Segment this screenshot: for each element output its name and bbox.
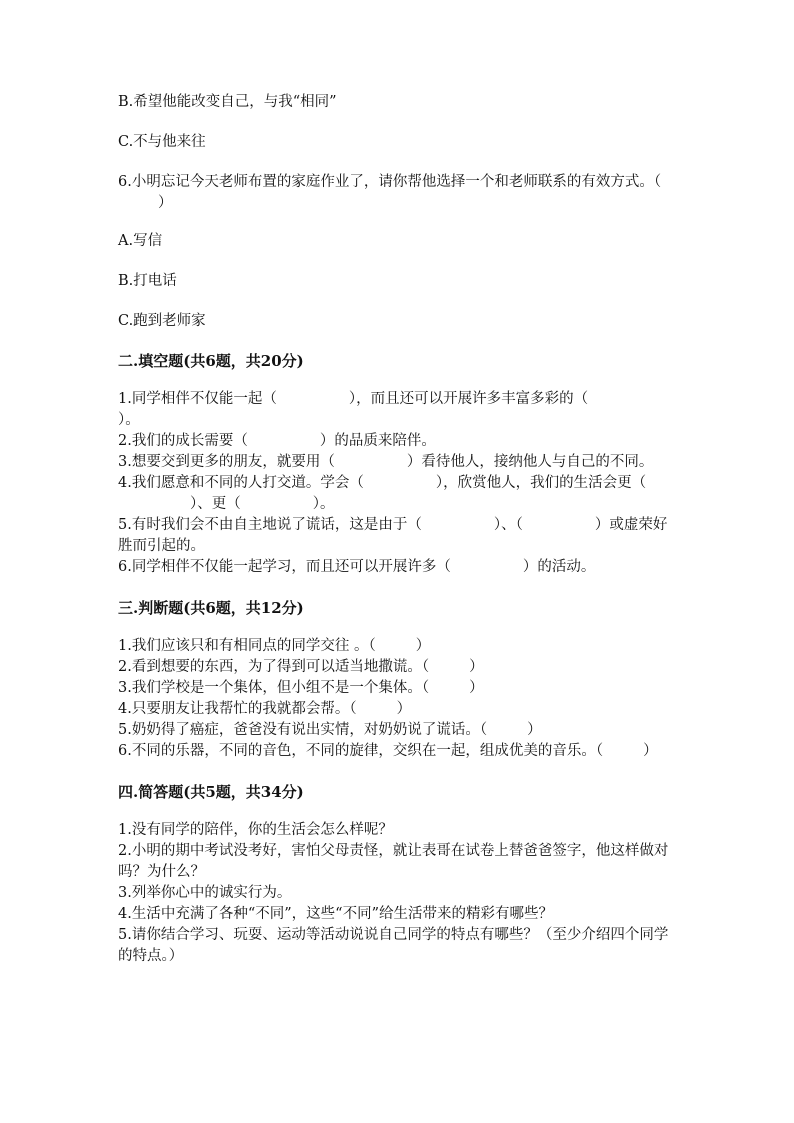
- list-item: 4.只要朋友让我帮忙的我就都会帮。（ ）: [118, 701, 412, 717]
- list-item: 2.我们的成长需要（ ）的品质来陪伴。: [118, 433, 436, 449]
- list-item: 4.我们愿意和不同的人打交道。学会（ ），欣赏他人，我们的生活会更（）、更（ ）。: [118, 475, 647, 512]
- list-item: 1.同学相伴不仅能一起（ ），而且还可以开展许多丰富多彩的（）。: [118, 391, 589, 428]
- worksheet-page: [118, 92, 678, 987]
- list-item: 2.看到想要的东西，为了得到可以适当地撒谎。（ ）: [118, 659, 484, 675]
- list-item: 5.请你结合学习、玩耍、运动等活动说说自己同学的特点有哪些？（至少介绍四个同学的特点。）: [118, 927, 669, 964]
- question-text: 6.小明忘记今天老师布置的家庭作业了，请你帮他选择一个和老师联系的有效方式。（: [118, 174, 662, 190]
- option-b: B.打电话: [118, 273, 177, 289]
- section-title-short-answer: 四.简答题(共5题，共34分): [118, 783, 304, 801]
- list-item: 1.没有同学的陪伴，你的生活会怎么样呢？: [118, 822, 393, 838]
- list-item: 3.列举你心中的诚实行为。: [118, 885, 292, 901]
- option-b: B.希望他能改变自己，与我“相同”: [118, 94, 337, 110]
- option-c: C.不与他来往: [118, 134, 206, 150]
- short-answer-list: [118, 820, 678, 967]
- section-title-true-false: 三.判断题(共6题，共12分): [118, 599, 304, 617]
- list-item: 4.生活中充满了各种“不同”，这些“不同”给生活带来的精彩有哪些？: [118, 906, 553, 922]
- choice-question-6: 6.小明忘记今天老师布置的家庭作业了，请你帮他选择一个和老师联系的有效方式。（）: [118, 174, 662, 211]
- section-title-fill-blank: 二.填空题(共6题，共20分): [118, 352, 304, 370]
- list-item: 6.不同的乐器，不同的音色，不同的旋律，交织在一起，组成优美的音乐。（ ）: [118, 743, 658, 759]
- list-item: 5.有时我们会不由自主地说了谎话，这是由于（ ）、（ ）或虚荣好胜而引起的。: [118, 517, 668, 554]
- option-c: C.跑到老师家: [118, 313, 206, 329]
- true-false-list: [118, 636, 678, 762]
- list-item: 5.奶奶得了癌症，爸爸没有说出实情，对奶奶说了谎话。（ ）: [118, 722, 542, 738]
- fill-blank-list: [118, 389, 678, 578]
- list-item: 3.我们学校是一个集体，但小组不是一个集体。（ ）: [118, 680, 484, 696]
- list-item: 3.想要交到更多的朋友，就要用（ ）看待他人，接纳他人与自己的不同。: [118, 454, 654, 470]
- list-item: 6.同学相伴不仅能一起学习，而且还可以开展许多（ ）的活动。: [118, 559, 596, 575]
- list-item: 2.小明的期中考试没考好，害怕父母责怪，就让表哥在试卷上替爸爸签字，他这样做对吗？为什么？: [118, 843, 669, 880]
- option-a: A.写信: [118, 233, 163, 249]
- list-item: 1.我们应该只和有相同点的同学交往 。（ ）: [118, 638, 431, 654]
